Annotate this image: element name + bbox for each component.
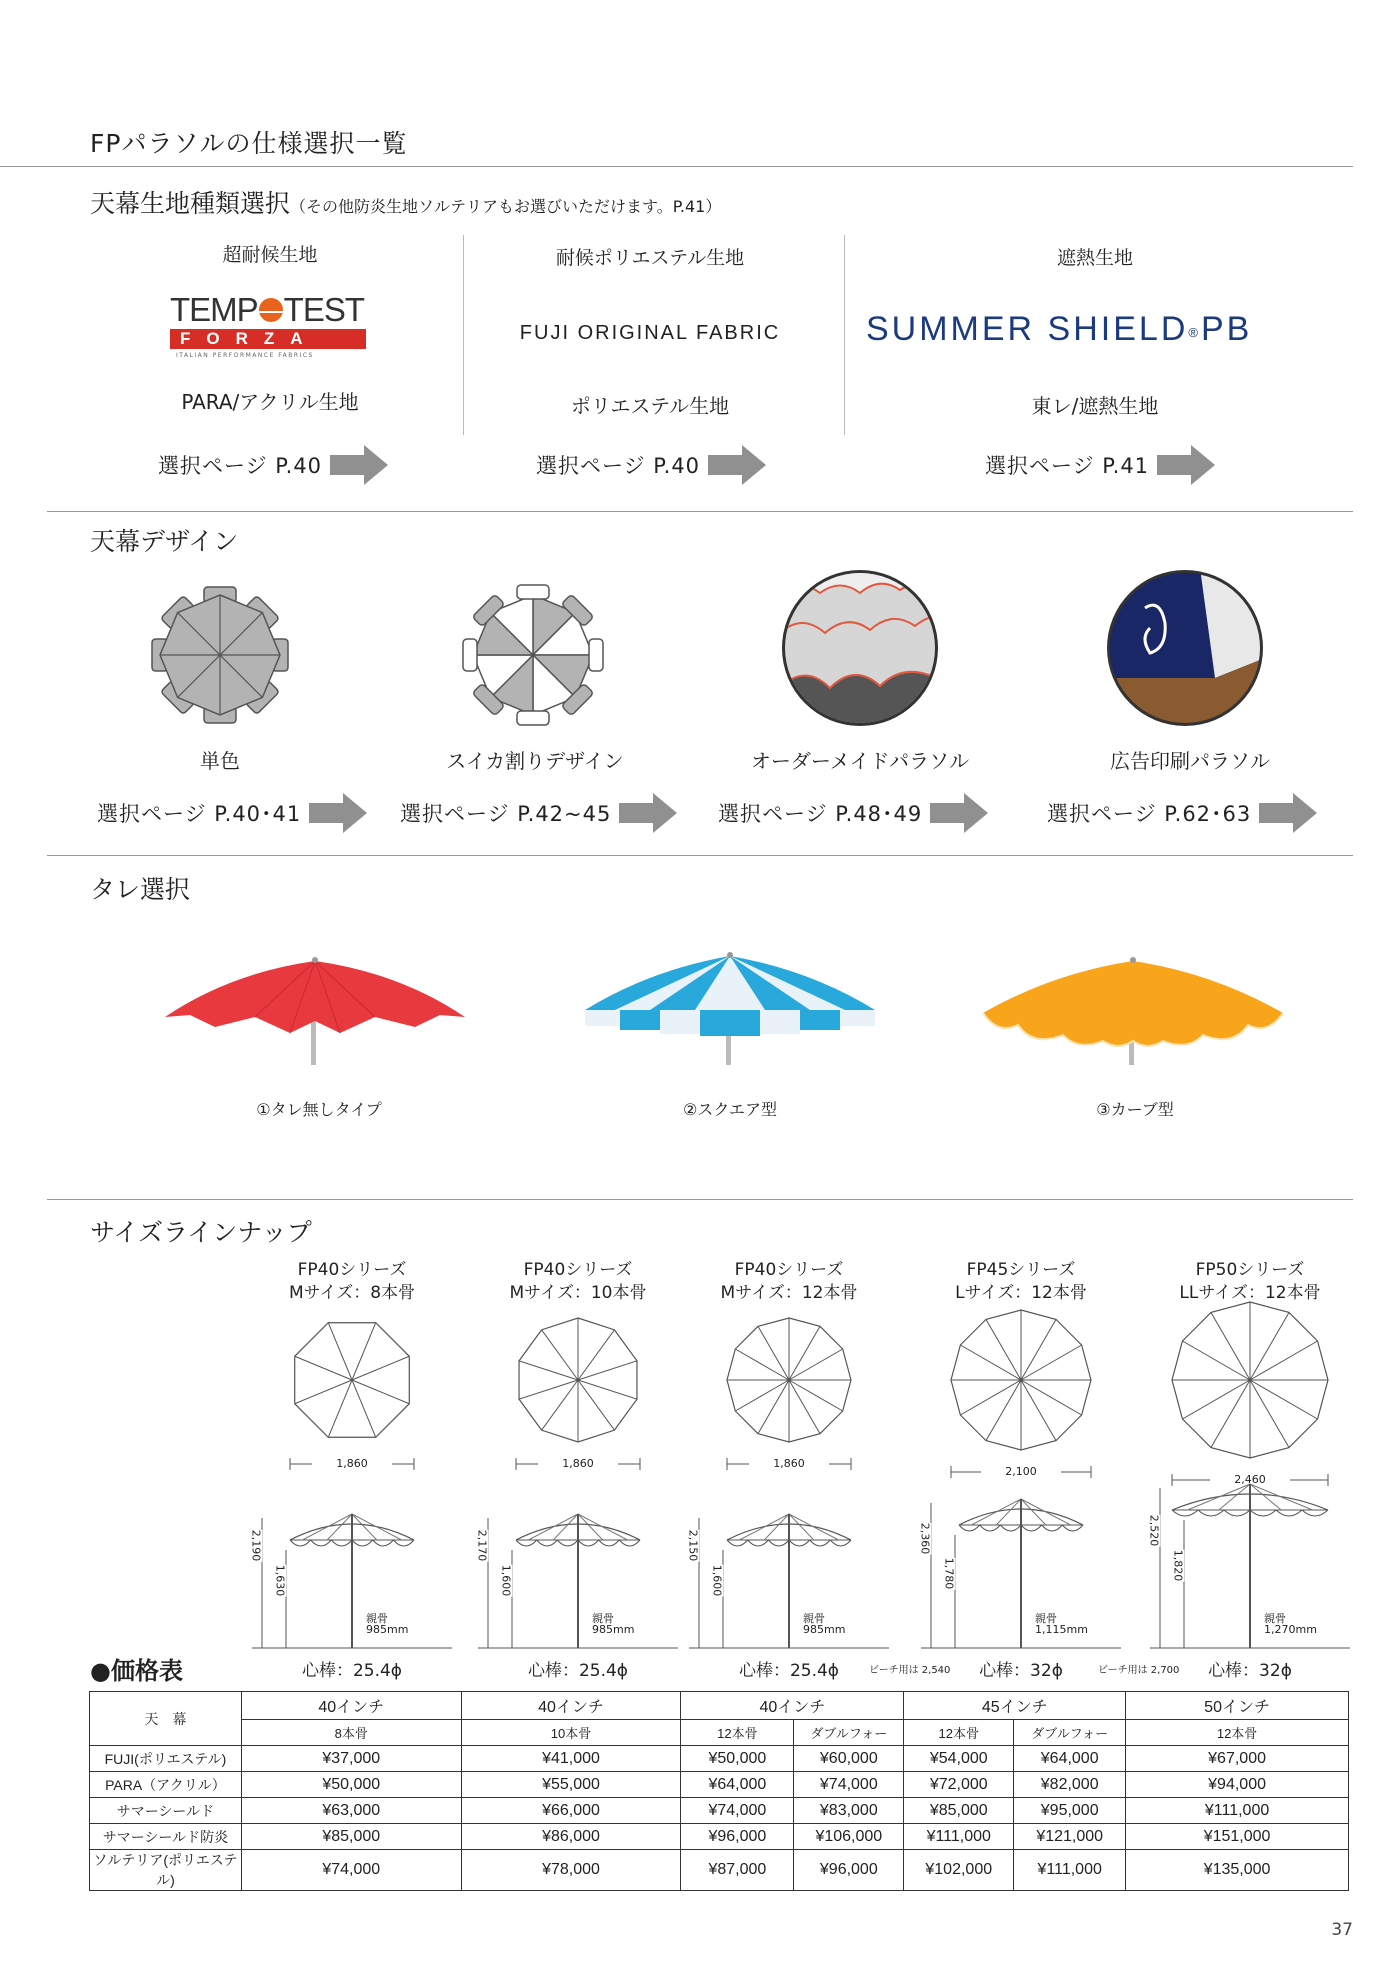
series-label: FP45シリーズ [966, 1260, 1076, 1280]
series-label: FP40シリーズ [297, 1260, 407, 1280]
price-cell: ¥111,000 [1014, 1850, 1126, 1891]
pole-dimension: 1,630 [273, 1564, 287, 1597]
size-label: Lサイズ：12本骨 [955, 1283, 1087, 1303]
price-cell: ¥50,000 [681, 1746, 794, 1772]
price-cell: ¥121,000 [1014, 1824, 1126, 1850]
design-page-link-2[interactable]: 選択ページ P.42~45 [400, 793, 677, 833]
pole-dimension: 1,820 [1171, 1549, 1185, 1582]
logo-text: TEMP [170, 291, 258, 328]
umbrella-plan-diagram [1157, 1292, 1343, 1498]
row-label: サマーシールド防炎 [90, 1824, 242, 1850]
arrow-right-icon [1259, 793, 1317, 833]
valance-name-3: ③カーブ型 [1096, 1100, 1174, 1119]
fabric-name-2: ポリエステル生地 [570, 394, 730, 418]
core-pole-label: 心棒：32ϕ [1208, 1661, 1292, 1681]
price-cell: ¥87,000 [681, 1850, 794, 1891]
order-made-parasol-photo [780, 568, 940, 728]
umbrella-plan-diagram [275, 1308, 429, 1482]
beach-note: ビーチ用は 2,540 [869, 1665, 951, 1676]
price-cell: ¥64,000 [681, 1772, 794, 1798]
logo-text: PB [1200, 310, 1253, 348]
height-dimension: 2,520 [1147, 1514, 1161, 1547]
width-dimension: 1,860 [749, 1457, 829, 1470]
price-cell: ¥55,000 [461, 1772, 681, 1798]
core-pole-label: 心棒：25.4ϕ [301, 1661, 403, 1681]
price-cell: ¥72,000 [904, 1772, 1014, 1798]
col-group: 40インチ [681, 1692, 904, 1720]
col-sub: ダブルフォー [1014, 1720, 1126, 1746]
size-label: LLサイズ：12本骨 [1179, 1283, 1321, 1303]
size-label: Mサイズ：12本骨 [720, 1283, 858, 1303]
col-sub: 12本骨 [904, 1720, 1014, 1746]
fabric-page-link-1[interactable]: 選択ページ P.40 [158, 445, 388, 485]
fabric-category-2: 耐候ポリエステル生地 [555, 247, 745, 269]
divider [47, 511, 1353, 512]
arrow-right-icon [708, 445, 766, 485]
price-cell: ¥135,000 [1126, 1850, 1349, 1891]
logo-text: ITALIAN PERFORMANCE FABRICS [176, 352, 314, 359]
col-sub: 10本骨 [461, 1720, 681, 1746]
series-label: FP40シリーズ [523, 1260, 633, 1280]
arrow-right-icon [1157, 445, 1215, 485]
no-valance-umbrella-photo [160, 955, 470, 1065]
rib-length: 1,270mm [1264, 1623, 1317, 1636]
fabric-category-3: 遮熱生地 [1056, 247, 1133, 269]
table-corner: 天 幕 [90, 1692, 242, 1746]
curved-valance-umbrella-photo [978, 955, 1288, 1065]
table-row [90, 1824, 1349, 1850]
design-page-link-3[interactable]: 選択ページ P.48･49 [718, 793, 988, 833]
col-sub: ダブルフォー [794, 1720, 904, 1746]
logo-text: SUMMER SHIELD [866, 310, 1189, 348]
price-cell: ¥94,000 [1126, 1772, 1349, 1798]
rib-length: 985mm [592, 1623, 635, 1636]
umbrella-plan-diagram [712, 1308, 866, 1482]
design-name-3: オーダーメイドパラソル [750, 749, 970, 773]
price-cell: ¥50,000 [241, 1772, 461, 1798]
tempotest-forza-logo [170, 293, 375, 365]
col-group: 40インチ [461, 1692, 681, 1720]
price-cell: ¥96,000 [794, 1850, 904, 1891]
table-row [90, 1798, 1349, 1824]
divider [0, 166, 1353, 167]
fabric-section-heading [90, 184, 721, 220]
core-pole-label: 心棒：32ϕ [979, 1661, 1063, 1681]
fabric-note: （その他防炎生地ソルテリアもお選びいただけます。P.41） [290, 197, 722, 216]
width-dimension: 2,100 [981, 1465, 1061, 1478]
core-pole-label: 心棒：25.4ϕ [738, 1661, 840, 1681]
rib-length: 985mm [366, 1623, 409, 1636]
price-cell: ¥102,000 [904, 1850, 1014, 1891]
price-cell: ¥82,000 [1014, 1772, 1126, 1798]
rib-label: 親骨 [1035, 1612, 1057, 1625]
col-group: 45インチ [904, 1692, 1126, 1720]
width-dimension: 1,860 [538, 1457, 618, 1470]
size-label: Mサイズ：10本骨 [509, 1283, 647, 1303]
fabric-heading: 天幕生地種類選択 [90, 189, 291, 218]
arrow-right-icon [930, 793, 988, 833]
row-label: FUJI(ポリエステル) [90, 1746, 242, 1772]
price-cell: ¥64,000 [1014, 1746, 1126, 1772]
price-cell: ¥85,000 [904, 1798, 1014, 1824]
table-row [90, 1850, 1349, 1891]
price-cell: ¥85,000 [241, 1824, 461, 1850]
height-dimension: 2,170 [475, 1529, 489, 1562]
logo-text: FORZA [170, 329, 366, 349]
arrow-right-icon [309, 793, 367, 833]
advertising-parasol-photo [1105, 568, 1265, 728]
price-cell: ¥111,000 [1126, 1798, 1349, 1824]
sizes-heading: サイズラインナップ [90, 1218, 312, 1247]
price-cell: ¥106,000 [794, 1824, 904, 1850]
height-dimension: 2,360 [918, 1522, 932, 1554]
pole-dimension: 1,600 [499, 1564, 513, 1597]
price-cell: ¥41,000 [461, 1746, 681, 1772]
price-cell: ¥37,000 [241, 1746, 461, 1772]
col-group: 40インチ [241, 1692, 461, 1720]
row-label: PARA（アクリル） [90, 1772, 242, 1798]
series-label: FP40シリーズ [734, 1260, 844, 1280]
valance-name-2: ②スクエア型 [682, 1100, 778, 1119]
col-sub: 8本骨 [241, 1720, 461, 1746]
series-label: FP50シリーズ [1195, 1260, 1305, 1280]
design-page-link-4[interactable]: 選択ページ P.62･63 [1047, 793, 1317, 833]
watermelon-canopy-icon [453, 575, 613, 735]
price-cell: ¥151,000 [1126, 1824, 1349, 1850]
design-page-link-1[interactable]: 選択ページ P.40･41 [97, 793, 367, 833]
page-number: 37 [1331, 1920, 1353, 1940]
price-cell: ¥96,000 [681, 1824, 794, 1850]
price-cell: ¥60,000 [794, 1746, 904, 1772]
divider [47, 1199, 1353, 1200]
price-cell: ¥63,000 [241, 1798, 461, 1824]
design-heading: 天幕デザイン [90, 527, 239, 556]
fabric-name-3: 東レ/遮熱生地 [1031, 394, 1159, 418]
price-cell: ¥74,000 [241, 1850, 461, 1891]
price-cell: ¥78,000 [461, 1850, 681, 1891]
price-cell: ¥54,000 [904, 1746, 1014, 1772]
arrow-right-icon [330, 445, 388, 485]
price-cell: ¥111,000 [904, 1824, 1014, 1850]
divider [463, 235, 464, 435]
square-valance-umbrella-photo [575, 950, 885, 1065]
fabric-name-1: PARA/アクリル生地 [181, 390, 359, 414]
row-label: サマーシールド [90, 1798, 242, 1824]
rib-label: 親骨 [1264, 1612, 1286, 1625]
fabric-page-link-3[interactable]: 選択ページ P.41 [985, 445, 1215, 485]
rib-label: 親骨 [803, 1612, 825, 1625]
divider [844, 235, 845, 435]
umbrella-plan-diagram [936, 1300, 1106, 1490]
core-pole-label: 心棒：25.4ϕ [527, 1661, 629, 1681]
valance-name-1: ①タレ無しタイプ [256, 1100, 382, 1119]
fabric-category-1: 超耐候生地 [222, 244, 318, 266]
col-group: 50インチ [1126, 1692, 1349, 1720]
summer-shield-logo: SUMMER SHIELD®PB [866, 310, 1253, 348]
design-name-4: 広告印刷パラソル [1110, 749, 1270, 773]
width-dimension: 2,460 [1210, 1473, 1290, 1486]
height-dimension: 2,190 [249, 1529, 263, 1562]
width-dimension: 1,860 [312, 1457, 392, 1470]
height-dimension: 2,150 [686, 1529, 700, 1562]
valance-heading: タレ選択 [90, 875, 191, 904]
rib-length: 985mm [803, 1623, 846, 1636]
sun-icon [259, 298, 283, 322]
arrow-right-icon [619, 793, 677, 833]
col-sub: 12本骨 [1126, 1720, 1349, 1746]
price-cell: ¥66,000 [461, 1798, 681, 1824]
price-cell: ¥74,000 [681, 1798, 794, 1824]
fabric-page-link-2[interactable]: 選択ページ P.40 [536, 445, 766, 485]
price-cell: ¥95,000 [1014, 1798, 1126, 1824]
price-cell: ¥67,000 [1126, 1746, 1349, 1772]
rib-label: 親骨 [366, 1612, 388, 1625]
design-name-2: スイカ割りデザイン [446, 749, 624, 773]
beach-note: ビーチ用は 2,700 [1098, 1665, 1180, 1676]
umbrella-plan-diagram [501, 1308, 655, 1482]
price-cell: ¥83,000 [794, 1798, 904, 1824]
rib-label: 親骨 [592, 1612, 614, 1625]
pole-dimension: 1,780 [942, 1557, 956, 1589]
table-row [90, 1772, 1349, 1798]
price-heading: ●価格表 [90, 1657, 183, 1685]
price-cell: ¥86,000 [461, 1824, 681, 1850]
logo-text: TEST [283, 291, 365, 328]
price-cell: ¥74,000 [794, 1772, 904, 1798]
design-name-1: 単色 [200, 749, 240, 773]
divider [47, 855, 1353, 856]
rib-length: 1,115mm [1035, 1623, 1088, 1636]
table-row [90, 1746, 1349, 1772]
col-sub: 12本骨 [681, 1720, 794, 1746]
page-title: FPパラソルの仕様選択一覧 [90, 129, 408, 158]
size-label: Mサイズ：8本骨 [288, 1283, 416, 1303]
row-label: ソルテリア(ポリエステル) [90, 1850, 242, 1891]
fuji-fabric-logo: FUJI ORIGINAL FABRIC [519, 322, 781, 344]
price-table [89, 1691, 1349, 1891]
pole-dimension: 1,600 [710, 1564, 724, 1597]
solid-canopy-icon [140, 575, 300, 735]
